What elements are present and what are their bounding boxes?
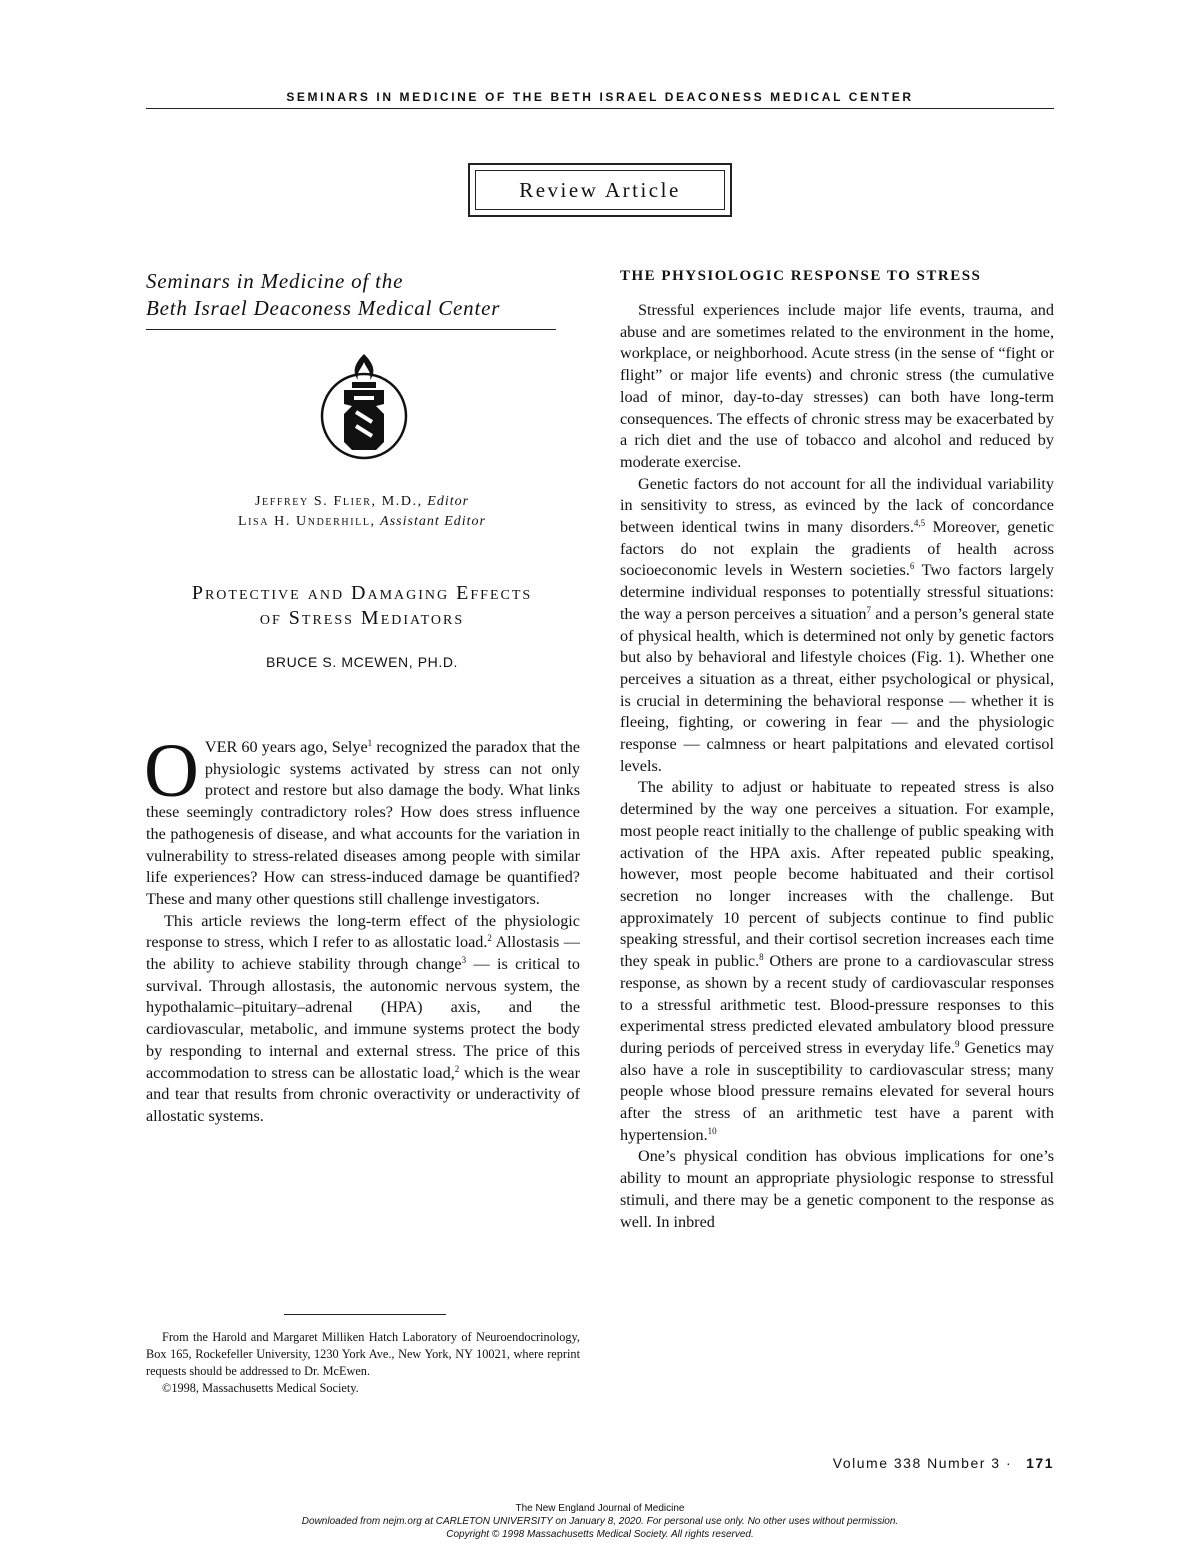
text-run: This article reviews the long-term effect of the physiologic response to stress, which I refer to as allostatic load. xyxy=(146,911,580,952)
left-column-body xyxy=(144,729,580,1128)
text-run: Others are prone to a cardiovascular stress response, as shown by a recent study of cardiovascular responses to a stressful arithmetic test. Blood-pressure responses to this experimental stress predicted elevated ambulatory blood pressure during periods of perceived stress in everyday life. xyxy=(620,952,1054,1057)
text-run: Genetic factors do not account for all the individual variability in sensitivity to stress, as evinced by the lack of concordance between identical twins in many disorders. xyxy=(620,474,1054,537)
citation-ref: 9 xyxy=(954,1038,960,1049)
article-type-label: Review Article xyxy=(475,170,725,210)
series-title-line2: Beth Israel Deaconess Medical Center xyxy=(146,296,501,320)
download-line: Downloaded from nejm.org at CARLETON UNIVERSITY on January 8, 2020. For personal use only. No other uses without permission. xyxy=(301,1516,899,1527)
series-title xyxy=(146,268,558,322)
article-author: BRUCE S. MCEWEN, PH.D. xyxy=(265,654,459,670)
article-type-badge xyxy=(468,163,732,217)
intro-paragraph xyxy=(144,729,580,911)
text-run: Allostasis — the ability to achieve stability through change xyxy=(146,933,580,974)
hospital-seal-logo xyxy=(318,350,410,462)
text-run: — is critical to survival. Through allostasis, the autonomic nervous system, the hypothalamic–pituitary–adrenal (HPA) axis, and the cardiovascular, metabolic, and immune systems protect the body by responding to internal and external stress. The price of this accommodation to stress can be allostatic load, xyxy=(146,955,580,1082)
citation-ref: 2 xyxy=(454,1063,460,1074)
volume-number: Volume 338 Number 3 · xyxy=(832,1455,1013,1471)
drop-cap: O xyxy=(144,729,199,813)
body-paragraph xyxy=(620,474,1054,778)
body-paragraph xyxy=(620,777,1054,1146)
download-journal: The New England Journal of Medicine xyxy=(515,1503,685,1514)
body-paragraph xyxy=(146,911,580,1128)
body-paragraph: Stressful experiences include major life events, trauma, and abuse and are sometimes related to the environment in the home, workplace, or neighborhood. Acute stress (in the sense of “fight or flight” or major life events) and chronic stress (the cumulative load of minor, day-to-day stresses) can both have long-term consequences. The effects of chronic stress may be exacerbated by a rich diet and the use of tobacco and alcohol and reduced by moderate exercise. xyxy=(620,301,1054,471)
editor-name: Jeffrey S. Flier, M.D., xyxy=(254,494,423,509)
editors-block xyxy=(146,492,578,532)
footnote-rule xyxy=(284,1314,446,1315)
citation-ref: 6 xyxy=(909,561,915,572)
citation-ref: 1 xyxy=(367,738,373,748)
series-title-rule xyxy=(146,329,556,330)
text-run: VER 60 years ago, Selye xyxy=(204,738,368,756)
running-head: SEMINARS IN MEDICINE OF THE BETH ISRAEL DEACONESS MEDICAL CENTER xyxy=(286,90,914,104)
citation-ref: 2 xyxy=(487,933,492,944)
article-title-line2: of Stress Mediators xyxy=(259,607,465,629)
assistant-editor-line xyxy=(146,512,578,532)
footnote-copyright: ©1998, Massachusetts Medical Society. xyxy=(162,1381,359,1395)
editor-line xyxy=(146,492,578,512)
footnote xyxy=(146,1329,580,1397)
citation-ref: 8 xyxy=(759,952,764,963)
download-copyright: Copyright © 1998 Massachusetts Medical Society. All rights reserved. xyxy=(446,1529,754,1540)
page-number: 171 xyxy=(1026,1455,1054,1471)
citation-ref: 3 xyxy=(461,955,467,966)
text-run: Genetics may also have a role in susceptibility to cardiovascular stress; many people whose blood pressure remains elevated for several hours after the stress of an arithmetic test have a parent with hypertension. xyxy=(620,1038,1054,1144)
download-notice xyxy=(150,1502,1050,1541)
text-run: Moreover, genetic factors do not explain the gradients of health across socioeconomic levels in Western societies. xyxy=(620,518,1055,580)
citation-ref: 4,5 xyxy=(913,518,926,529)
section-heading: THE PHYSIOLOGIC RESPONSE TO STRESS xyxy=(620,268,982,284)
body-paragraph: One’s physical condition has obvious implications for one’s ability to mount an appropriate physiologic response to stressful stimuli, and there may be a genetic component to the response as well. In inbred xyxy=(620,1147,1054,1231)
text-run: The ability to adjust or habituate to repeated stress is also determined by the way one perceives a situation. For example, most people react initially to the challenge of public speaking with activation of the HPA axis. After repeated public speaking, however, most people become habituated and their cortisol secretion no longer increases with the challenge. But approximately 10 percent of subjects continue to find public speaking stressful, and their cortisol secretion increases each time they speak in public. xyxy=(620,778,1054,971)
text-run: recognized the paradox that the physiologic systems activated by stress can not only protect and restore but also damage the body. What links these seemingly contradictory roles? How does stress influence the pathogenesis of disease, and what accounts for the variation in vulnerability to stress-related diseases among people with similar life experiences? How can stress-induced damage be quantified? These and many other questions still challenge investigators. xyxy=(146,738,580,908)
editor-role: Editor xyxy=(427,494,470,509)
text-run: which is the wear and tear that results from chronic overactivity or underactivity of allostatic systems. xyxy=(146,1063,580,1125)
assistant-editor-name: Lisa H. Underhill, xyxy=(237,514,376,529)
page-folio xyxy=(620,1455,1054,1471)
text-run: and a person’s general state of physical health, which is determined not only by genetic factors but also by behavioral and lifestyle choices (Fig. 1). Whether one perceives a situation as a threat, either psychological or physical, is crucial in determining the behavioral response — whether it is fleeing, fighting, or cowering in fear — and the physiologic response — calmness or heart palpitations and elevated cortisol levels. xyxy=(620,604,1054,775)
text-run: Two factors largely determine individual responses to potentially stressful situations: the way a person perceives a situation xyxy=(620,561,1054,623)
citation-ref: 10 xyxy=(707,1125,717,1136)
article-title-line1: Protective and Damaging Effects xyxy=(191,582,533,604)
right-column-body xyxy=(620,300,1054,1233)
assistant-editor-role: Assistant Editor xyxy=(380,514,487,529)
footnote-affiliation: From the Harold and Margaret Milliken Hatch Laboratory of Neuroendocrinology, Box 165, Rockefeller University, 1230 York Ave., New York, NY 10021, where reprint requests should be addressed to Dr. McEwen. xyxy=(146,1330,580,1378)
running-head-rule xyxy=(146,108,1054,109)
series-title-line1: Seminars in Medicine of the xyxy=(146,269,404,293)
article-title xyxy=(146,581,578,631)
citation-ref: 7 xyxy=(866,604,872,615)
